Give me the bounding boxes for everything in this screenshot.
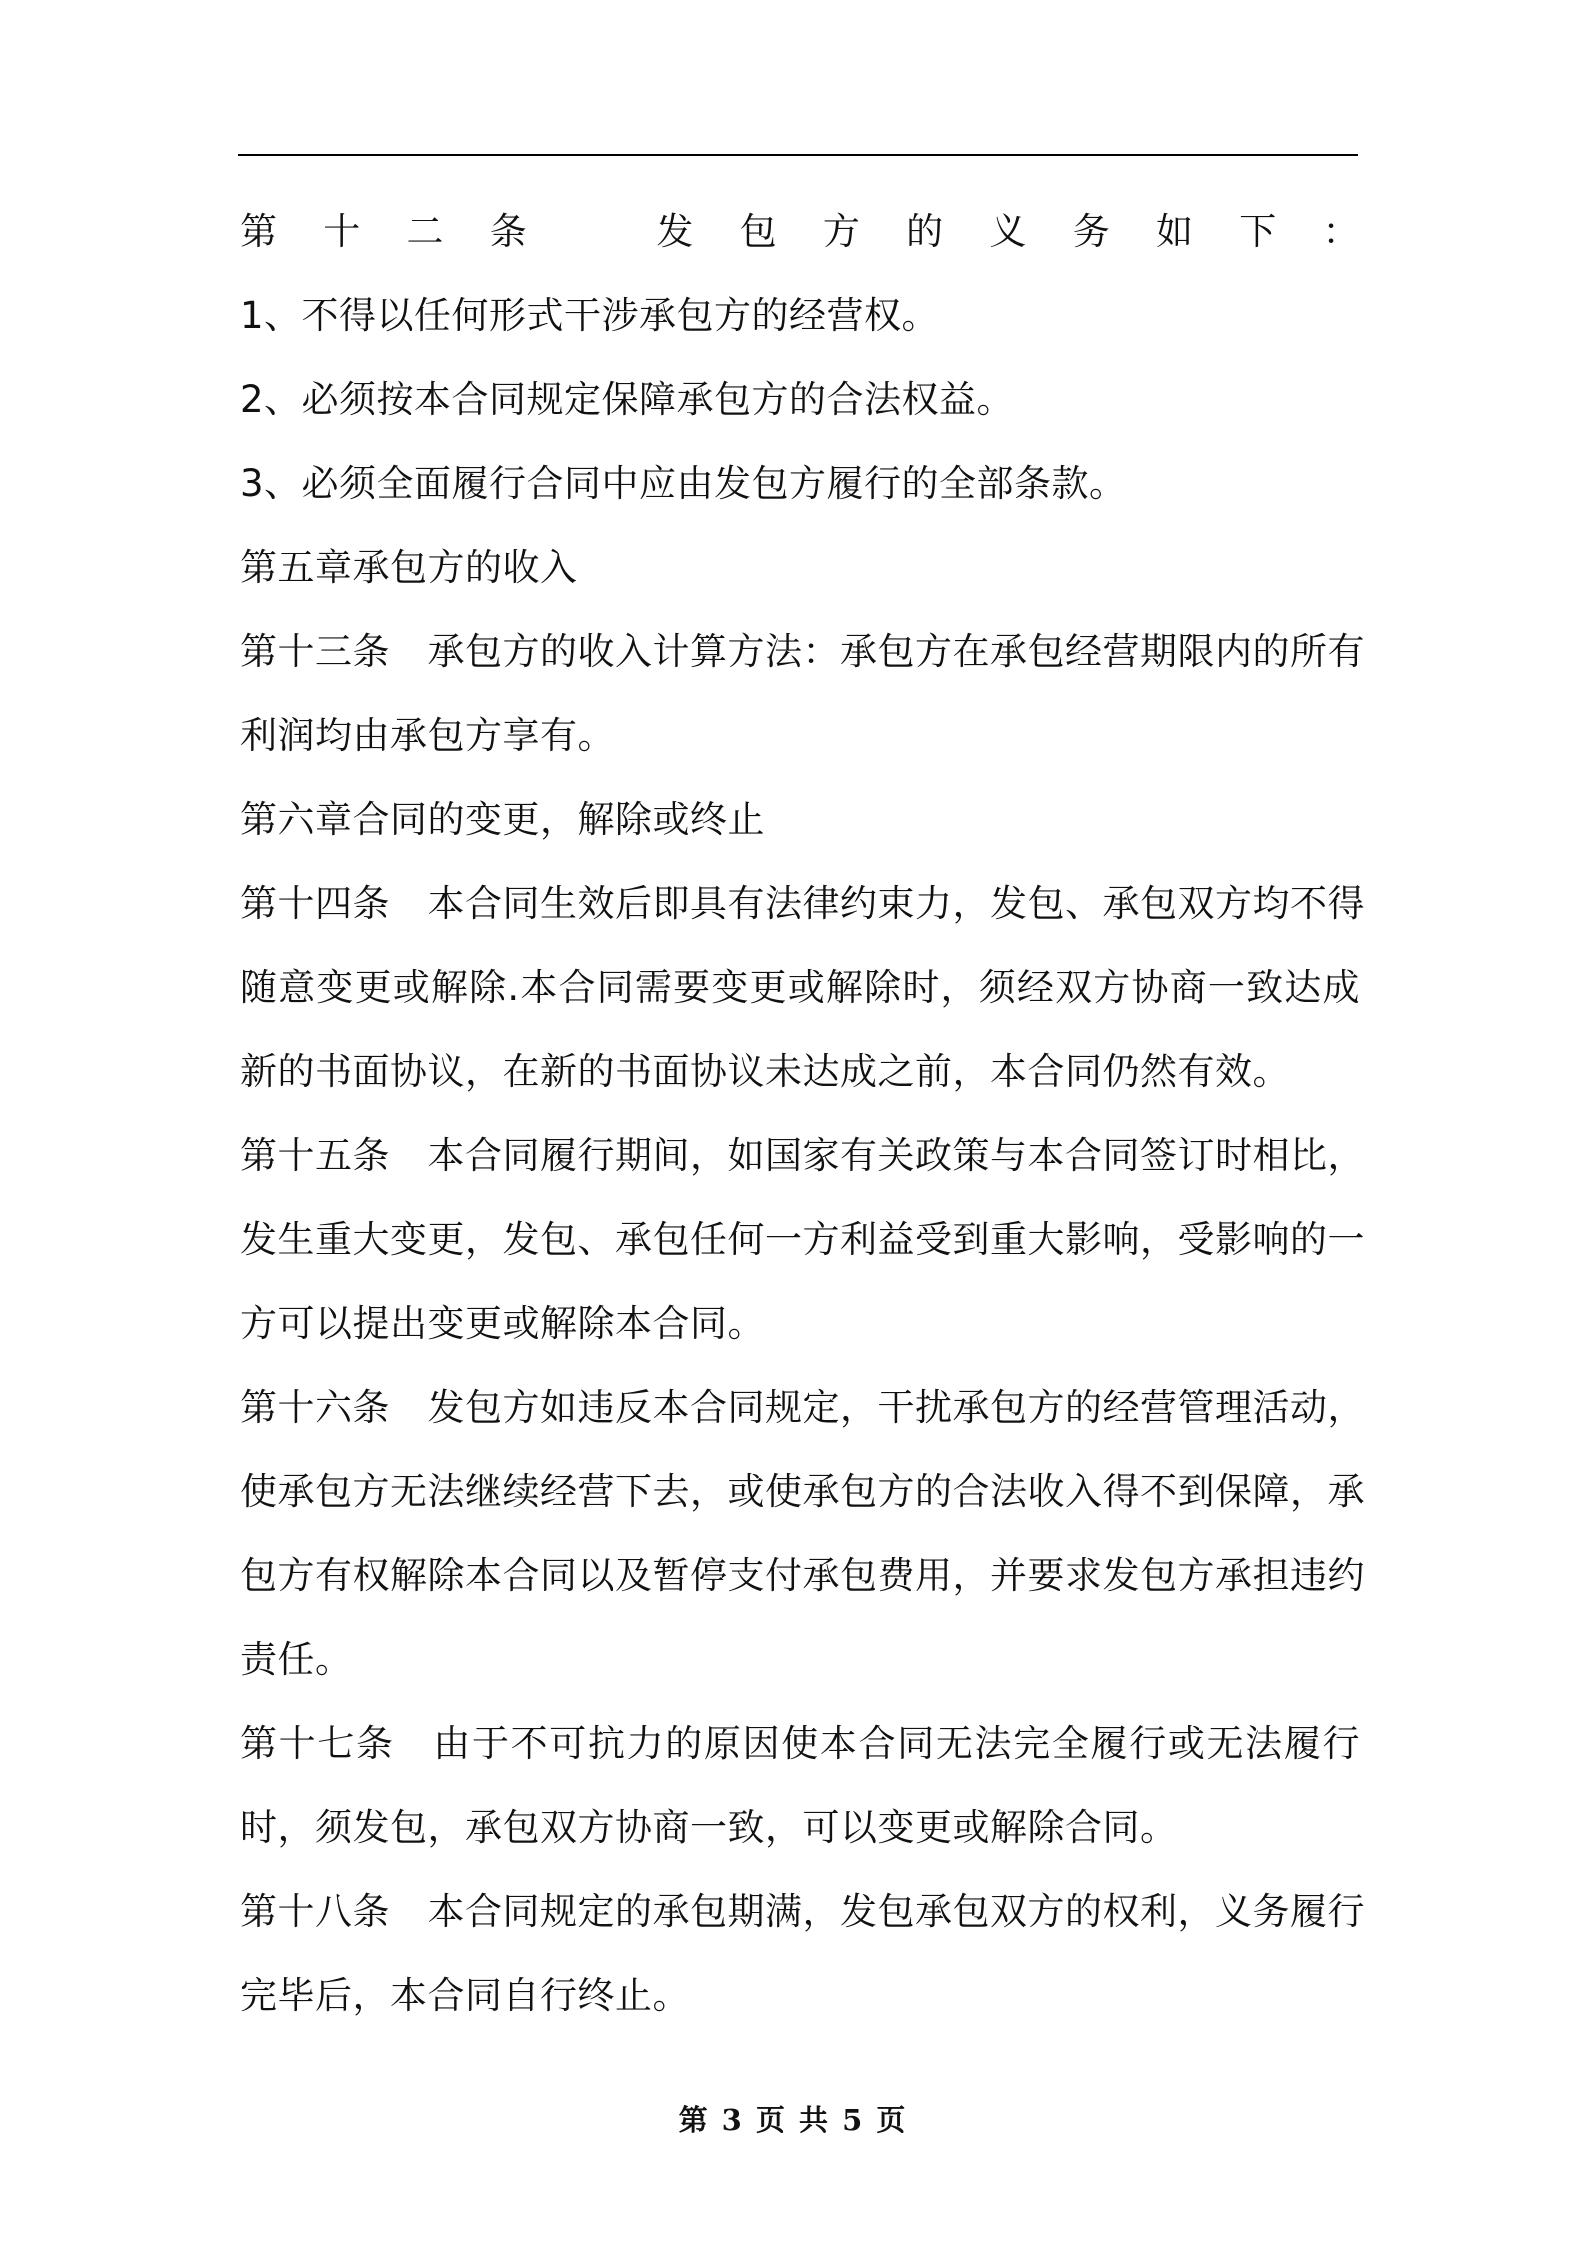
clause-14-line-2: 随意变更或解除.本合同需要变更或解除时，须经双方协商一致达成 xyxy=(240,966,1360,1009)
chapter-5-heading: 第五章承包方的收入 xyxy=(240,546,578,589)
clause-13-line-2: 利润均由承包方享有。 xyxy=(240,714,615,757)
clause-15-line-3: 方可以提出变更或解除本合同。 xyxy=(240,1302,765,1345)
clause-17-line-1: 第十七条 由于不可抗力的原因使本合同无法完全履行或无法履行 xyxy=(240,1722,1360,1765)
clause-12-item-1: 1、不得以任何形式干涉承包方的经营权。 xyxy=(240,294,940,337)
clause-15-line-2: 发生重大变更，发包、承包任何一方利益受到重大影响，受影响的一 xyxy=(240,1218,1365,1261)
chapter-6-heading: 第六章合同的变更，解除或终止 xyxy=(240,798,765,841)
page-number: 第 3 页 共 5 页 xyxy=(678,2103,908,2137)
clause-16-line-1: 第十六条 发包方如违反本合同规定，干扰承包方的经营管理活动， xyxy=(240,1386,1365,1429)
clause-14-line-1: 第十四条 本合同生效后即具有法律约束力，发包、承包双方均不得 xyxy=(240,882,1365,925)
clause-16-line-2: 使承包方无法继续经营下去，或使承包方的合法收入得不到保障，承 xyxy=(240,1470,1365,1513)
clause-16-line-4: 责任。 xyxy=(240,1638,353,1681)
clause-12-heading: 第十二条 发包方的义务如下： xyxy=(240,210,1360,253)
clause-15-line-1: 第十五条 本合同履行期间，如国家有关政策与本合同签订时相比， xyxy=(240,1134,1365,1177)
header-rule xyxy=(238,154,1358,156)
clause-18-line-1: 第十八条 本合同规定的承包期满，发包承包双方的权利，义务履行 xyxy=(240,1890,1365,1933)
clause-17-line-2: 时，须发包，承包双方协商一致，可以变更或解除合同。 xyxy=(240,1806,1178,1849)
document-body xyxy=(240,190,1365,2038)
clause-16-line-3: 包方有权解除本合同以及暂停支付承包费用，并要求发包方承担违约 xyxy=(240,1554,1365,1597)
clause-12-item-3: 3、必须全面履行合同中应由发包方履行的全部条款。 xyxy=(240,462,1127,505)
clause-18-line-2: 完毕后，本合同自行终止。 xyxy=(240,1974,690,2017)
clause-14-line-3: 新的书面协议，在新的书面协议未达成之前，本合同仍然有效。 xyxy=(240,1050,1290,1093)
clause-12-item-2: 2、必须按本合同规定保障承包方的合法权益。 xyxy=(240,378,1015,421)
clause-13-line-1: 第十三条 承包方的收入计算方法：承包方在承包经营期限内的所有 xyxy=(240,630,1365,673)
